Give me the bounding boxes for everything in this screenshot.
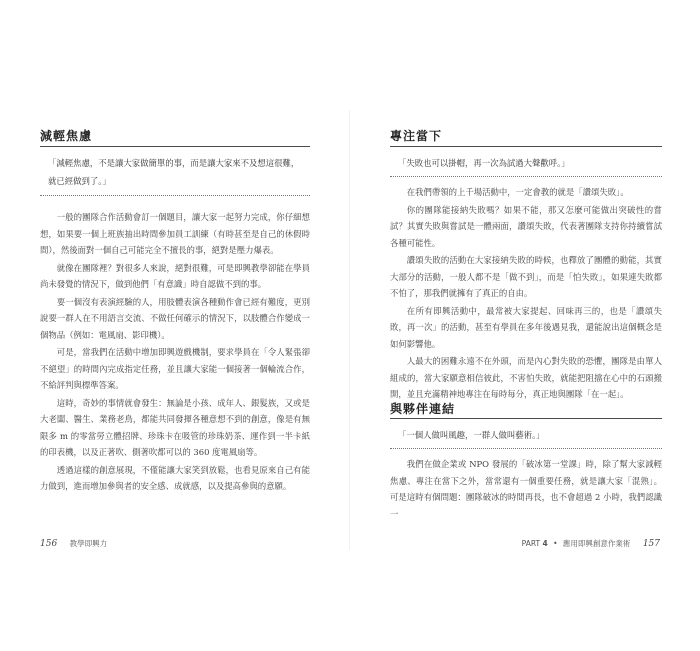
paragraph: 我們在做企業或 NPO 發展的「破冰第一堂課」時，除了幫大家減輕焦慮、專注在當下之外，當常還有一個重要任務，就是讓大家「混熟」。可是這時有個問題：團隊破冰的時間再長，也不會超過 2 小時，我們認識一 (390, 459, 662, 519)
section-heading-focus-present: 專注當下 (390, 129, 443, 143)
paragraph: 可是，當我們在活動中增加即興遊戲機制，要求學員在「令人緊張卻不絕望」的時間內完成指定任務，並且讓大家能一個接著一個輪流合作，不給評判與標準答案。 (40, 347, 310, 390)
heading-rule (390, 418, 662, 419)
right-body-text-1 (390, 184, 662, 404)
right-body-text-2 (390, 456, 662, 523)
part-label: PART (521, 539, 541, 548)
paragraph: 這時，奇妙的事情就會發生：無論是小孩、成年人、銀髮族，又或是大老闆、醫生、業務老鳥，都能共同發揮各種意想不到的創意，像是有無限多 m 的零當勞立體招牌、珍珠卡在吸管的珍珠奶茶、運作到一半卡紙的印表機，以及正著吹、側著吹都可以的 360 度電風扇等。 (40, 397, 310, 457)
running-title: 應用即興創意作業術 (562, 539, 631, 548)
left-body-text (40, 209, 310, 496)
paragraph: 你的團隊能接納失敗嗎？如果不能，那又怎麼可能做出突破性的嘗試？其實失敗與嘗試是一體兩面，讚頌失敗，代表著團隊支持你持續嘗試各種可能性。 (390, 204, 662, 248)
left-folio (40, 538, 107, 549)
heading-rule (390, 146, 662, 147)
section-heading-reduce-anxiety: 減輕焦慮 (40, 129, 93, 143)
section-heading-connect-partners: 與夥伴連結 (390, 402, 456, 416)
right-page (350, 0, 700, 651)
quote-divider (40, 195, 310, 196)
page-number: 156 (40, 539, 58, 549)
paragraph: 要一個沒有表演經驗的人，用肢體表演各種動作會已經有難度，更別說要一群人在不用語言交流、不做任何確示的情況下，以肢體合作變成一個物品（例如：電風扇、影印機）。 (40, 296, 310, 340)
pull-quote: 「失敗也可以掛帽，再一次為試過大聲歡呼。」 (398, 158, 570, 168)
separator-dot: • (553, 539, 558, 548)
quote-divider (390, 176, 662, 177)
right-folio (522, 538, 660, 549)
heading-rule (40, 146, 310, 147)
quote-divider (390, 448, 662, 449)
paragraph: 人最大的困難永遠不在外頭，而是內心對失敗的恐懼，團隊是由單人組成的，當大家願意相信彼此，不害怕失敗，就能把阻擋在心中的石頭搬開，並且充滿精神地專注在每時每分，真正地與團隊「在一起」。 (390, 356, 662, 399)
part-number: 4 (542, 539, 548, 548)
page-number: 157 (642, 539, 660, 549)
paragraph: 在所有即興活動中，最常被大家提起、回味再三的，也是「讚頌失敗，再一次」的活動，甚至有學員在多年後遇見我，還能說出這個概念是如何影響他。 (390, 305, 662, 349)
paragraph: 在我們帶領的上千場活動中，一定會教的就是「讚頌失敗」。 (406, 187, 629, 197)
running-title: 教學即興力 (69, 539, 108, 548)
pull-quote: 「一個人做叫風趣，一群人做叫藝術。」 (398, 430, 545, 440)
paragraph: 透過這樣的創意展現，不僅能讓大家笑到放鬆，也看見原來自己有能力做到，進而增加參與者的安全感、成就感，以及提高參與的意願。 (40, 464, 310, 491)
paragraph: 一般的團隊合作活動會訂一個題目，讓大家一起努力完成，你仔細想想，如果要一個上班族抽出時間參加員工訓練（有時甚至是自己的休假時間），然後面對一個自己可能完全不擅長的事，絕對是壓力爆表。 (40, 212, 310, 255)
paragraph: 就像在團隊裡？對很多人來說，絕對很難，可是即興教學卻能在學員尚未發覺的情況下，做到他們「有意識」時自認做不到的事。 (40, 262, 310, 289)
pull-quote: 「減輕焦慮，不是讓大家做簡單的事，而是讓大家來不及想這很難，就已經做到了。」 (48, 158, 300, 186)
paragraph: 讚頌失敗的活動在大家接納失敗的時候，也釋放了團體的動能，其實大部分的活動，一般人都不是「做不到」，而是「怕失敗」，如果連失敗都不怕了，那我們就擁有了真正的自由。 (390, 255, 662, 298)
